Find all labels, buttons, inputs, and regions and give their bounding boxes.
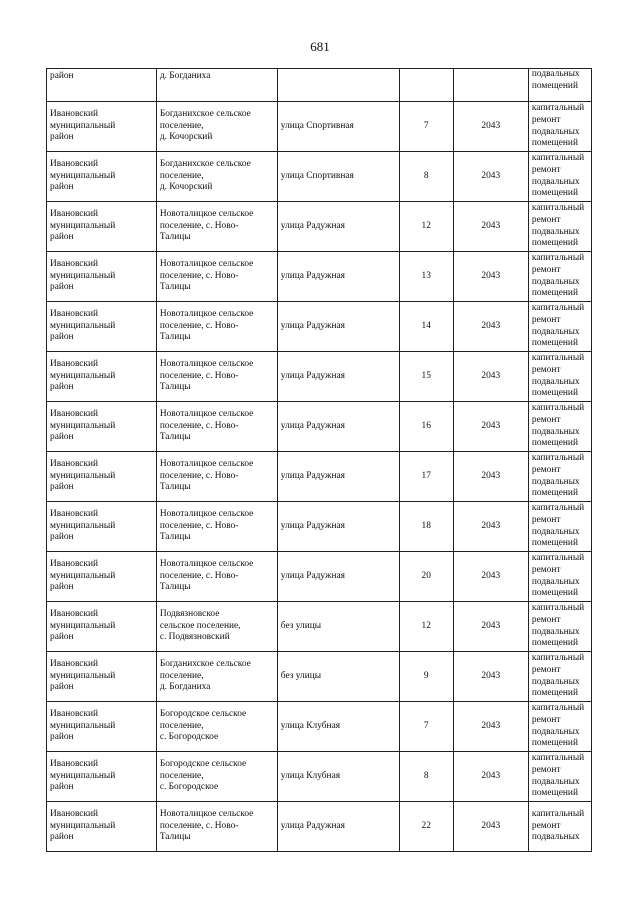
work-type-cell: капитальный ремонт подвальных помещений	[528, 202, 591, 252]
year-cell: 2043	[453, 802, 528, 852]
table-body	[47, 69, 592, 852]
house-number-cell: 13	[399, 252, 453, 302]
table-row	[47, 352, 592, 402]
street-cell: улица Радужная	[277, 352, 399, 402]
district-cell: Ивановский муниципальный район	[47, 652, 157, 702]
table-row	[47, 152, 592, 202]
house-number-cell: 20	[399, 552, 453, 602]
district-cell: Ивановский муниципальный район	[47, 302, 157, 352]
house-number-cell: 12	[399, 602, 453, 652]
street-cell: улица Радужная	[277, 802, 399, 852]
street-cell: улица Спортивная	[277, 152, 399, 202]
street-cell: улица Радужная	[277, 402, 399, 452]
year-cell: 2043	[453, 602, 528, 652]
page-number: 681	[310, 39, 330, 54]
street-cell: улица Клубная	[277, 702, 399, 752]
year-cell: 2043	[453, 752, 528, 802]
year-cell: 2043	[453, 702, 528, 752]
settlement-cell: Новоталицкое сельское поселение, с. Ново- Талицы	[156, 352, 277, 402]
settlement-cell: Новоталицкое сельское поселение, с. Ново- Талицы	[156, 452, 277, 502]
district-cell: Ивановский муниципальный район	[47, 802, 157, 852]
settlement-cell: Новоталицкое сельское поселение, с. Ново- Талицы	[156, 502, 277, 552]
work-type-cell: капитальный ремонт подвальных помещений	[528, 302, 591, 352]
house-number-cell: 8	[399, 752, 453, 802]
street-cell	[277, 69, 399, 102]
district-cell: Ивановский муниципальный район	[47, 552, 157, 602]
house-number-cell: 7	[399, 102, 453, 152]
table-row	[47, 202, 592, 252]
settlement-cell: Богданихское сельское поселение, д. Кочорский	[156, 152, 277, 202]
settlement-cell: д. Богданиха	[156, 69, 277, 102]
housing-repair-table	[46, 68, 592, 852]
table-row	[47, 302, 592, 352]
street-cell: улица Радужная	[277, 502, 399, 552]
house-number-cell: 7	[399, 702, 453, 752]
settlement-cell: Новоталицкое сельское поселение, с. Ново- Талицы	[156, 302, 277, 352]
work-type-cell: капитальный ремонт подвальных помещений	[528, 402, 591, 452]
settlement-cell: Новоталицкое сельское поселение, с. Ново- Талицы	[156, 252, 277, 302]
settlement-cell: Богданихское сельское поселение, д. Богданиха	[156, 652, 277, 702]
district-cell: Ивановский муниципальный район	[47, 602, 157, 652]
settlement-cell: Подвязновское сельское поселение, с. Подвязновский	[156, 602, 277, 652]
year-cell: 2043	[453, 352, 528, 402]
street-cell: улица Спортивная	[277, 102, 399, 152]
table-row	[47, 702, 592, 752]
settlement-cell: Новоталицкое сельское поселение, с. Ново- Талицы	[156, 552, 277, 602]
house-number-cell: 8	[399, 152, 453, 202]
street-cell: улица Радужная	[277, 202, 399, 252]
street-cell: без улицы	[277, 602, 399, 652]
house-number-cell: 15	[399, 352, 453, 402]
district-cell: Ивановский муниципальный район	[47, 202, 157, 252]
work-type-cell: капитальный ремонт подвальных помещений	[528, 602, 591, 652]
table-row	[47, 602, 592, 652]
work-type-cell: капитальный ремонт подвальных	[528, 802, 591, 852]
work-type-cell: капитальный ремонт подвальных помещений	[528, 502, 591, 552]
year-cell: 2043	[453, 652, 528, 702]
year-cell: 2043	[453, 252, 528, 302]
district-cell: Ивановский муниципальный район	[47, 252, 157, 302]
district-cell: Ивановский муниципальный район	[47, 402, 157, 452]
settlement-cell: Новоталицкое сельское поселение, с. Ново- Талицы	[156, 402, 277, 452]
settlement-cell: Новоталицкое сельское поселение, с. Ново- Талицы	[156, 202, 277, 252]
district-cell: Ивановский муниципальный район	[47, 502, 157, 552]
table-row	[47, 252, 592, 302]
house-number-cell: 14	[399, 302, 453, 352]
year-cell: 2043	[453, 152, 528, 202]
work-type-cell: капитальный ремонт подвальных помещений	[528, 552, 591, 602]
table-row	[47, 452, 592, 502]
house-number-cell: 22	[399, 802, 453, 852]
work-type-cell: капитальный ремонт подвальных помещений	[528, 652, 591, 702]
street-cell: улица Клубная	[277, 752, 399, 802]
district-cell: район	[47, 69, 157, 102]
house-number-cell: 17	[399, 452, 453, 502]
table-row	[47, 69, 592, 102]
house-number-cell: 16	[399, 402, 453, 452]
district-cell: Ивановский муниципальный район	[47, 152, 157, 202]
year-cell: 2043	[453, 552, 528, 602]
street-cell: улица Радужная	[277, 552, 399, 602]
house-number-cell: 9	[399, 652, 453, 702]
year-cell: 2043	[453, 502, 528, 552]
year-cell: 2043	[453, 452, 528, 502]
street-cell: без улицы	[277, 652, 399, 702]
district-cell: Ивановский муниципальный район	[47, 352, 157, 402]
district-cell: Ивановский муниципальный район	[47, 452, 157, 502]
street-cell: улица Радужная	[277, 252, 399, 302]
street-cell: улица Радужная	[277, 302, 399, 352]
work-type-cell: капитальный ремонт подвальных помещений	[528, 752, 591, 802]
work-type-cell: подвальных помещений	[528, 69, 591, 102]
year-cell: 2043	[453, 402, 528, 452]
work-type-cell: капитальный ремонт подвальных помещений	[528, 102, 591, 152]
settlement-cell: Богородское сельское поселение, с. Богородское	[156, 702, 277, 752]
house-number-cell	[399, 69, 453, 102]
year-cell: 2043	[453, 302, 528, 352]
house-number-cell: 18	[399, 502, 453, 552]
table-row	[47, 552, 592, 602]
house-number-cell: 12	[399, 202, 453, 252]
district-cell: Ивановский муниципальный район	[47, 702, 157, 752]
year-cell	[453, 69, 528, 102]
street-cell: улица Радужная	[277, 452, 399, 502]
table-row	[47, 102, 592, 152]
district-cell: Ивановский муниципальный район	[47, 752, 157, 802]
year-cell: 2043	[453, 102, 528, 152]
work-type-cell: капитальный ремонт подвальных помещений	[528, 452, 591, 502]
settlement-cell: Богородское сельское поселение, с. Богородское	[156, 752, 277, 802]
table-row	[47, 652, 592, 702]
district-cell: Ивановский муниципальный район	[47, 102, 157, 152]
table-row	[47, 752, 592, 802]
work-type-cell: капитальный ремонт подвальных помещений	[528, 152, 591, 202]
year-cell: 2043	[453, 202, 528, 252]
settlement-cell: Новоталицкое сельское поселение, с. Ново- Талицы	[156, 802, 277, 852]
table-row	[47, 402, 592, 452]
settlement-cell: Богданихское сельское поселение, д. Кочорский	[156, 102, 277, 152]
table-row	[47, 502, 592, 552]
work-type-cell: капитальный ремонт подвальных помещений	[528, 352, 591, 402]
table-row	[47, 802, 592, 852]
work-type-cell: капитальный ремонт подвальных помещений	[528, 702, 591, 752]
work-type-cell: капитальный ремонт подвальных помещений	[528, 252, 591, 302]
